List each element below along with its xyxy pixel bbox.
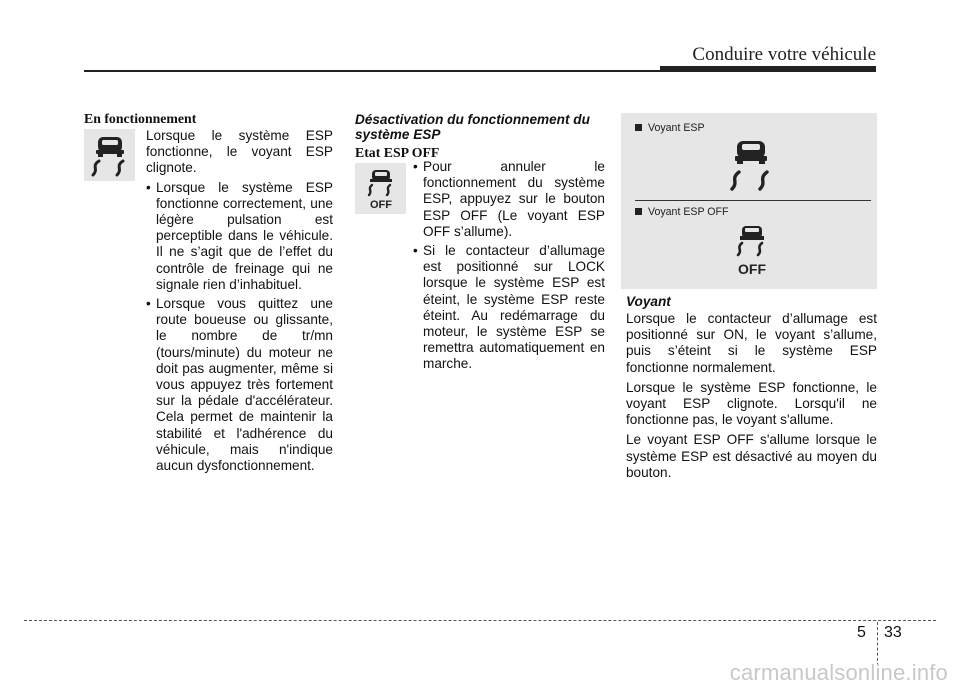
heading-line: système ESP	[355, 127, 441, 142]
paragraph: Lorsque le système ESP fonctionne, le voyant ESP clignote. Lorsqu'il ne fonctionne pas, le voyant s'allume.	[626, 379, 877, 428]
esp-indicator-icon	[727, 137, 775, 191]
panel-label-esp-off: Voyant ESP OFF	[635, 206, 728, 218]
chapter-number: 5	[857, 624, 866, 641]
off-label: OFF	[369, 198, 392, 211]
list-item: • Lorsque le système ESP fonctionne correctement, une légère pulsation est perceptible dans le véhicule. Il ne s’agit que de l’effet du contrôle de freinage qui ne signale rien d’inhabituel.	[146, 180, 333, 293]
watermark: carmanualsonline.info	[729, 660, 948, 685]
section-heading-en-fonctionnement: En fonctionnement	[84, 111, 197, 126]
page-number: 33	[884, 624, 902, 641]
esp-skid-car-icon	[84, 129, 135, 181]
off-indicator-label: OFF	[738, 261, 766, 277]
left-column-text	[146, 128, 333, 474]
header-rule-accent	[660, 66, 876, 72]
section-heading-voyant: Voyant	[626, 294, 671, 309]
panel-label-esp: Voyant ESP	[635, 122, 705, 134]
list-item: • Pour annuler le fonctionnement du système ESP, appuyez sur le bouton ESP OFF (Le voyant ESP OFF s’allume).	[413, 159, 605, 240]
esp-off-icon	[355, 163, 406, 214]
panel-divider	[635, 200, 871, 201]
list-item: • Lorsque vous quittez une route boueuse ou glissante, le nombre de tr/mn (tours/minute) du moteur ne doit pas augmenter, même si vous appuyez très fortement sur la pédale d'accélérateur. Cela permet de maintenir la stabilité et l'adhérence du véhicule, mais n'indique aucun dysfonctionnement.	[146, 296, 333, 474]
intro-paragraph: Lorsque le système ESP fonctionne, le voyant ESP clignote.	[146, 128, 333, 176]
indicator-panel	[621, 113, 877, 289]
paragraph: Le voyant ESP OFF s'allume lorsque le système ESP est désactivé au moyen du bouton.	[626, 432, 877, 480]
paragraph: Lorsque le contacteur d’allumage est positionné sur ON, le voyant s’allume, puis s’éteint si le système ESP fonctionne normalement.	[626, 311, 877, 375]
page-header-title: Conduire votre véhicule	[692, 44, 876, 65]
middle-column-text	[413, 159, 605, 373]
footer-dashed-rule	[24, 620, 936, 621]
subheading-etat-esp-off: Etat ESP OFF	[355, 145, 440, 160]
esp-off-indicator-icon	[729, 223, 775, 279]
list-item: • Si le contacteur d’allumage est positionné sur LOCK lorsque le système ESP est éteint, le système ESP reste éteint. Au redémarrage du moteur, le système ESP se remettra automatiquement en marche.	[413, 243, 605, 373]
section-heading-desactivation	[355, 112, 605, 142]
heading-line: Désactivation du fonctionnement du	[355, 112, 590, 127]
right-column-text	[626, 311, 877, 481]
